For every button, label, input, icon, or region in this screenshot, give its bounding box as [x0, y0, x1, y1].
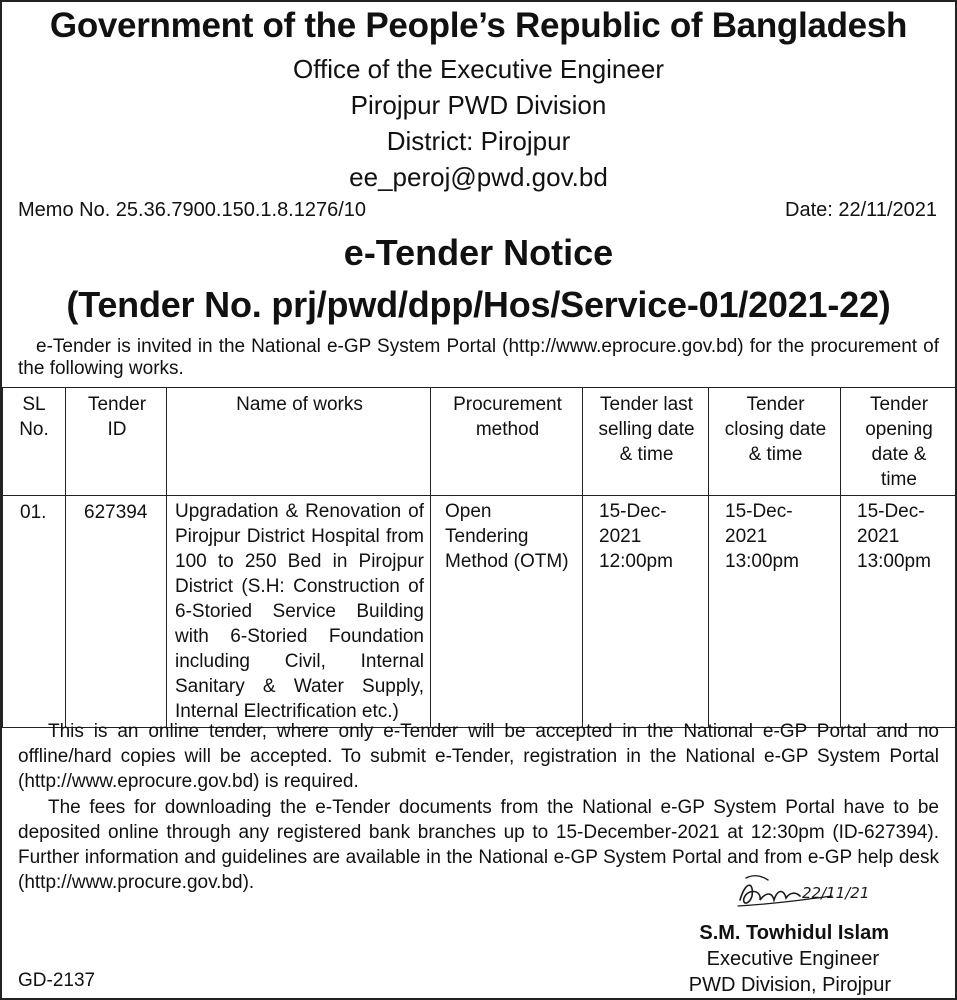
notice-title: e-Tender Notice — [343, 232, 614, 273]
division-name: Pirojpur PWD Division — [350, 90, 607, 120]
header-procurement-method: Procurement method — [431, 388, 583, 496]
table-row — [3, 496, 956, 728]
cell-opening-date: 15-Dec- 2021 13:00pm — [841, 496, 956, 728]
cell-selling-date: 15-Dec- 2021 12:00pm — [583, 496, 709, 728]
cell-procurement-method: Open Tendering Method (OTM) — [431, 496, 583, 728]
signature-image — [732, 870, 872, 922]
header-closing-date: Tender closing date & time — [709, 388, 841, 496]
signer-name: S.M. Towhidul Islam — [699, 922, 889, 944]
header-sl: SL No. — [3, 388, 66, 496]
online-tender-paragraph: This is an online tender, where only e-Tender will be accepted in the National e-GP Portal and no offline/hard copies will be accepted. To submit e-Tender, registration in the National e-GP System Portal (http://www.eprocure.gov.bd) is required. — [18, 721, 939, 792]
tender-number: (Tender No. prj/pwd/dpp/Hos/Service-01/2021-22) — [66, 284, 891, 325]
header-selling-date: Tender last selling date & time — [583, 388, 709, 496]
office-name: Office of the Executive Engineer — [293, 54, 664, 84]
government-title: Government of the People’s Republic of Bangladesh — [49, 6, 908, 45]
district-name: District: Pirojpur — [386, 126, 571, 156]
cell-tender-id: 627394 — [66, 496, 167, 728]
signer-division: PWD Division, Pirojpur — [688, 974, 891, 996]
table-header-row — [3, 388, 956, 496]
intro-paragraph: e-Tender is invited in the National e-GP System Portal (http://www.eprocure.gov.bd) for the procurement of the following works. — [18, 336, 939, 379]
header-opening-date: Tender opening date & time — [841, 388, 956, 496]
tender-table — [2, 387, 956, 728]
memo-date: Date: 22/11/2021 — [785, 199, 937, 221]
signature-date: 22/11/21 — [802, 884, 870, 902]
gd-code: GD-2137 — [18, 970, 96, 991]
cell-closing-date: 15-Dec- 2021 13:00pm — [709, 496, 841, 728]
office-email: ee_peroj@pwd.gov.bd — [349, 162, 608, 192]
signer-designation: Executive Engineer — [706, 948, 879, 970]
cell-sl: 01. — [3, 496, 66, 728]
header-name-of-works: Name of works — [167, 388, 431, 496]
header-tender-id: Tender ID — [66, 388, 167, 496]
memo-number: Memo No. 25.36.7900.150.1.8.1276/10 — [18, 199, 367, 221]
cell-name-of-works: Upgradation & Renovation of Pirojpur District Hospital from 100 to 250 Bed in Pirojpur District (S.H: Construction of 6-Storied Service Building with 6-Storied Foundation including Civil, Internal Sanitary & Water Supply, Internal Electrification etc.) — [167, 496, 431, 728]
fees-paragraph: The fees for downloading the e-Tender documents from the National e-GP System Portal have to be deposited online through any registered bank branches up to 15-December-2021 at 12:30pm (ID-627394). Further information and guidelines are available in the National e-GP System Portal and from e-GP help desk (http://www.procure.gov.bd). — [18, 797, 939, 893]
